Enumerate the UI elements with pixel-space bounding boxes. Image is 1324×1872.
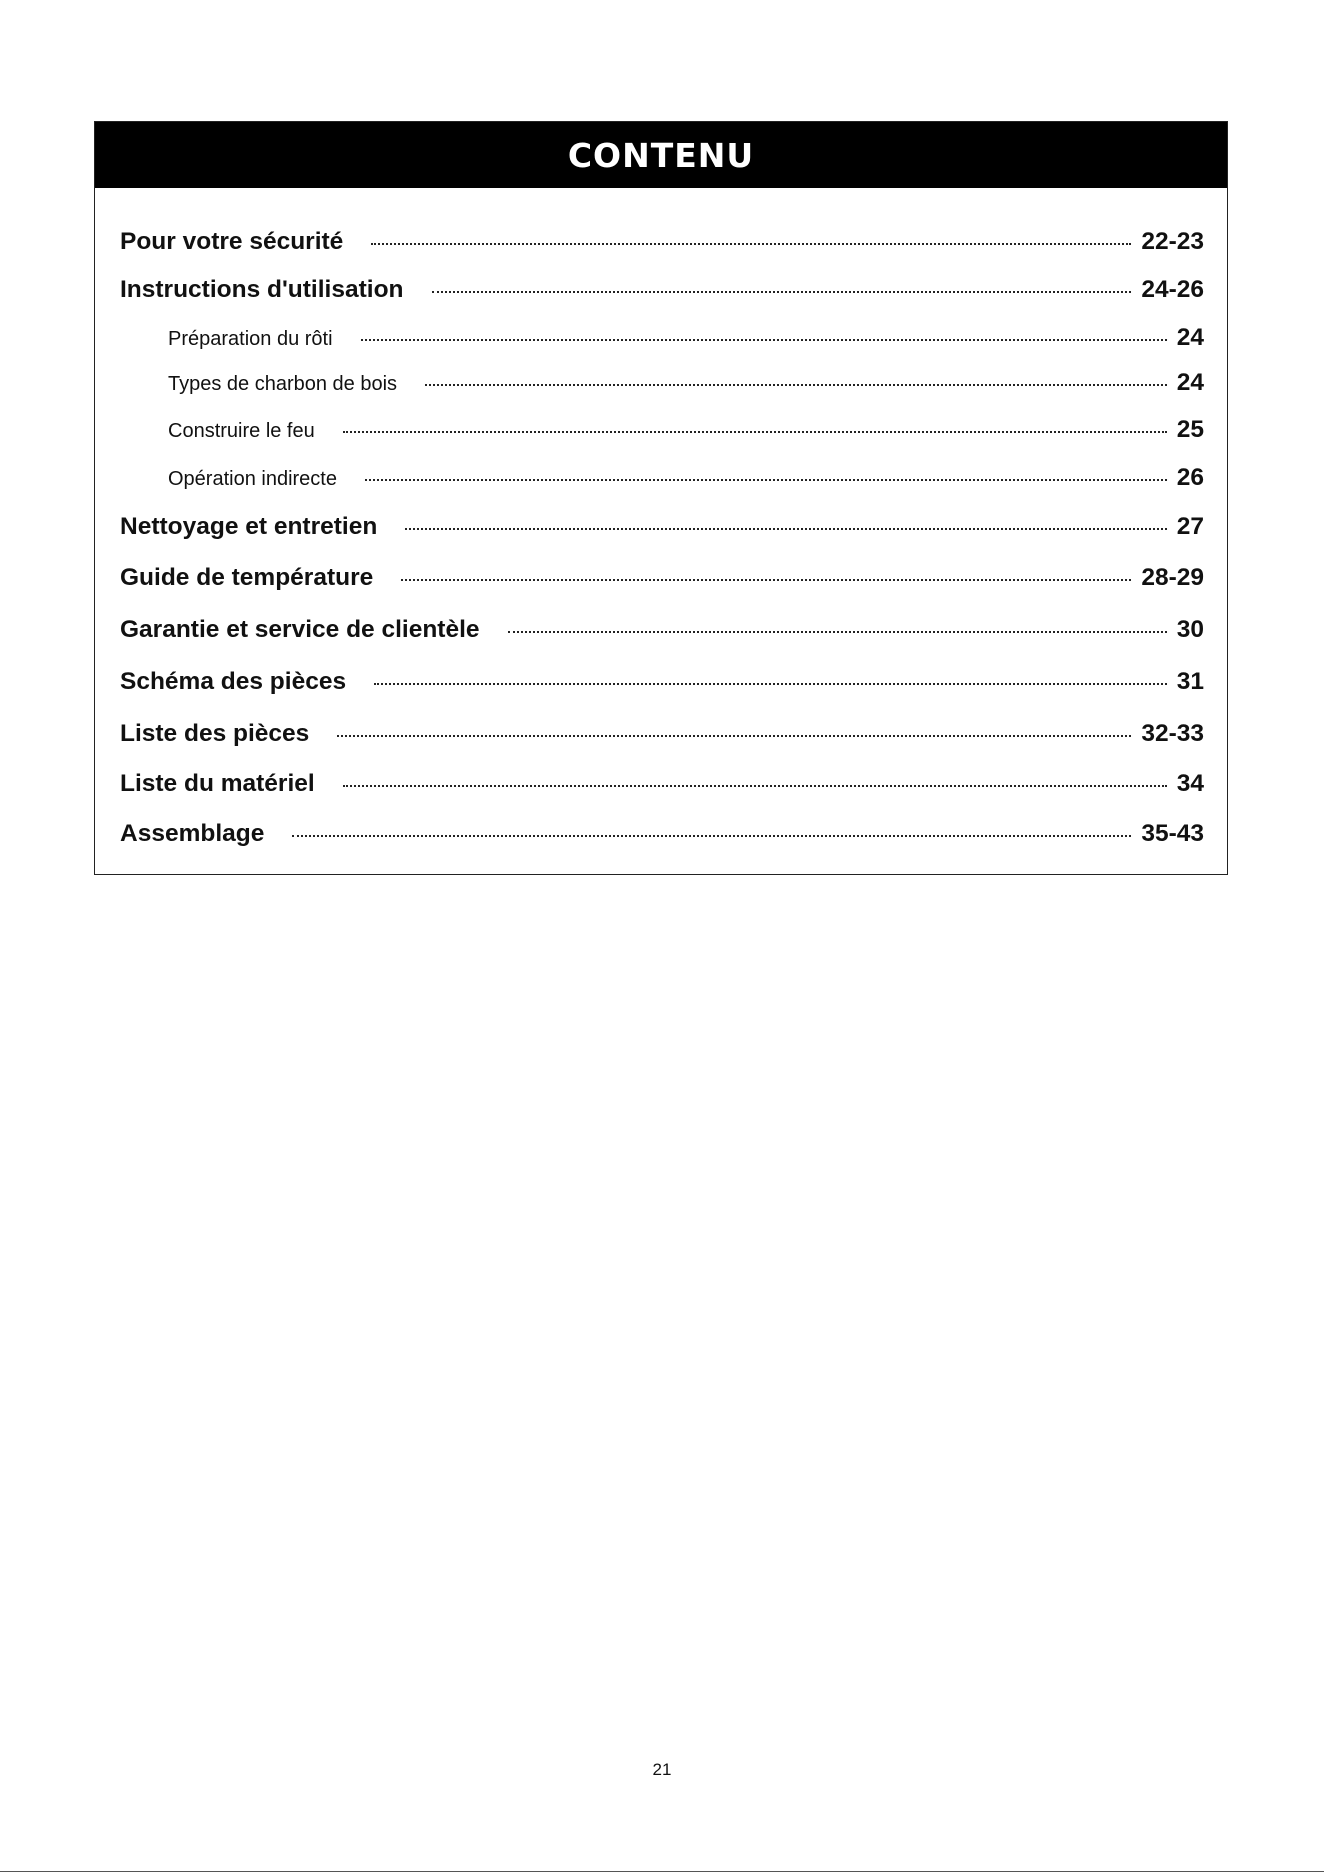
toc-entry-nettoyage: [120, 513, 1204, 541]
toc-entry-label: Schéma des pièces: [120, 668, 347, 695]
toc-entry-operation: [168, 464, 1204, 492]
toc-entry-page: 22-23: [1141, 228, 1204, 255]
dot-leader: [343, 785, 1167, 787]
page-number: 21: [652, 1760, 672, 1779]
toc-entry-page: 31: [1176, 668, 1204, 695]
toc-entry-materiel: [120, 770, 1204, 798]
toc-entry-label: Construire le feu: [168, 420, 315, 442]
toc-entry-label: Garantie et service de clientèle: [120, 616, 480, 643]
toc-entry-liste-pieces: [120, 720, 1204, 748]
dot-leader: [508, 631, 1167, 633]
toc-entry-page: 24: [1176, 369, 1204, 396]
toc-entry-label: Liste des pièces: [120, 720, 310, 747]
toc-entry-page: 30: [1176, 616, 1204, 643]
toc-entry-page: 25: [1176, 416, 1204, 443]
dot-leader: [361, 339, 1167, 341]
dot-leader: [337, 735, 1131, 737]
toc-entry-label: Opération indirecte: [168, 468, 337, 490]
dot-leader: [432, 291, 1132, 293]
toc-entry-label: Liste du matériel: [120, 770, 315, 797]
toc-entry-label: Pour votre sécurité: [120, 228, 344, 255]
toc-entry-page: 24-26: [1141, 276, 1204, 303]
toc-entry-page: 32-33: [1141, 720, 1204, 747]
toc-entry-label: Préparation du rôti: [168, 328, 333, 350]
toc-entry-securite: [120, 228, 1204, 256]
dot-leader: [292, 835, 1131, 837]
dot-leader: [371, 243, 1131, 245]
toc-entry-page: 27: [1176, 513, 1204, 540]
toc-entry-page: 28-29: [1141, 564, 1204, 591]
dot-leader: [405, 528, 1166, 530]
toc-entry-label: Assemblage: [120, 820, 265, 847]
dot-leader: [343, 431, 1167, 433]
toc-entry-feu: [168, 416, 1204, 444]
toc-entry-label: Instructions d'utilisation: [120, 276, 404, 303]
toc-entry-page: 34: [1176, 770, 1204, 797]
dot-leader: [425, 384, 1167, 386]
toc-entry-schema: [120, 668, 1204, 696]
toc-entry-page: 24: [1176, 324, 1204, 351]
toc-list: [95, 188, 1227, 874]
toc-header: [95, 122, 1227, 188]
toc-entry-charbon: [168, 369, 1204, 397]
dot-leader: [401, 579, 1131, 581]
toc-entry-page: 35-43: [1141, 820, 1204, 847]
toc-title: CONTENU: [567, 135, 755, 175]
toc-entry-label: Guide de température: [120, 564, 374, 591]
dot-leader: [374, 683, 1167, 685]
toc-entry-temperature: [120, 564, 1204, 592]
table-of-contents: [94, 121, 1228, 875]
toc-entry-page: 26: [1176, 464, 1204, 491]
toc-entry-label: Nettoyage et entretien: [120, 513, 378, 540]
toc-entry-preparation: [168, 324, 1204, 352]
toc-entry-label: Types de charbon de bois: [168, 373, 398, 395]
dot-leader: [365, 479, 1167, 481]
toc-entry-instructions: [120, 276, 1204, 304]
toc-entry-assemblage: [120, 820, 1204, 848]
toc-entry-garantie: [120, 616, 1204, 644]
